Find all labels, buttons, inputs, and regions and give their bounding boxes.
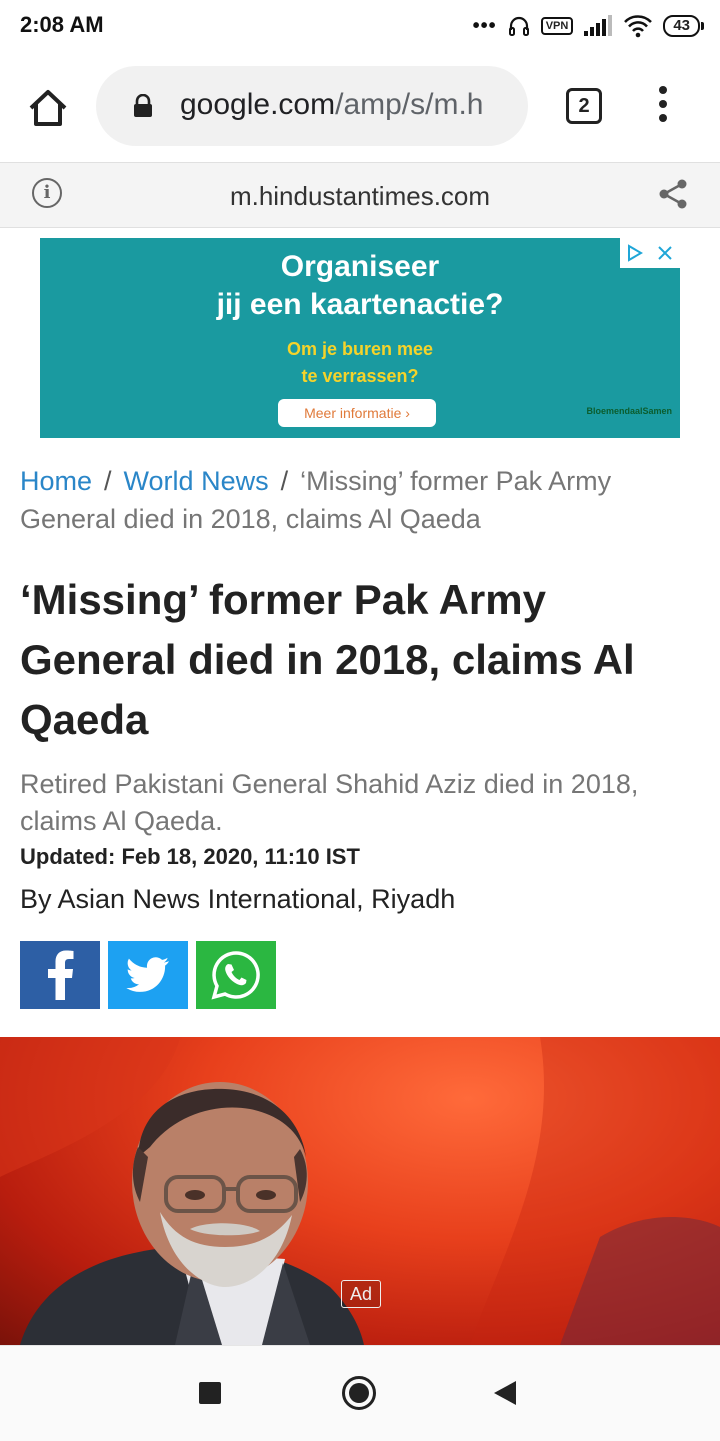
status-time: 2:08 AM <box>20 12 104 37</box>
share-icon[interactable] <box>656 177 690 211</box>
breadcrumb-separator: / <box>104 466 112 496</box>
navigation-bar <box>0 1345 720 1441</box>
info-icon[interactable]: i <box>32 178 62 208</box>
ad-sub-line2: te verrassen? <box>301 366 419 386</box>
ad-brand-logo: BloemendaalSamen <box>586 406 672 416</box>
more-notifications-icon: ••• <box>472 14 497 37</box>
ad-sub-line1: Om je buren mee <box>286 339 434 359</box>
facebook-icon <box>45 950 75 1000</box>
recent-apps-icon[interactable] <box>199 1382 221 1404</box>
amp-domain[interactable]: m.hindustantimes.com <box>229 181 491 211</box>
home-icon[interactable] <box>26 86 70 130</box>
wifi-icon <box>623 14 653 38</box>
amp-url-bar <box>0 162 720 228</box>
whatsapp-icon <box>209 948 263 1002</box>
ad-headline-line1: Organiseer <box>280 250 440 283</box>
browser-toolbar <box>0 52 720 160</box>
tab-switcher-button[interactable]: 2 <box>566 88 602 124</box>
whatsapp-share-button[interactable] <box>196 941 276 1009</box>
twitter-icon <box>126 957 170 993</box>
home-circle-icon[interactable] <box>342 1376 376 1410</box>
status-icons <box>473 12 700 40</box>
vpn-icon: VPN <box>541 17 574 35</box>
ad-cta-button[interactable]: Meer informatie › <box>278 399 436 427</box>
address-bar[interactable] <box>96 66 528 146</box>
signal-icon <box>583 15 613 37</box>
ad-headline <box>40 248 680 324</box>
breadcrumb-section-link[interactable]: World News <box>123 466 269 496</box>
facebook-share-button[interactable] <box>20 941 100 1009</box>
share-buttons <box>20 941 276 1009</box>
breadcrumb-separator: / <box>280 466 289 496</box>
lock-icon <box>132 94 154 118</box>
article-updated-time: Updated: Feb 18, 2020, 11:10 IST <box>20 844 360 869</box>
status-bar <box>0 0 720 52</box>
url-domain: google.com <box>180 88 336 121</box>
breadcrumb-home-link[interactable]: Home <box>20 466 93 496</box>
battery-icon: 43 <box>663 15 700 37</box>
article-byline: By Asian News International, Riyadh <box>20 884 456 914</box>
article-summary: Retired Pakistani General Shahid Aziz died in 2018, claims Al Qaeda. <box>20 769 639 836</box>
overflow-menu-icon[interactable] <box>652 86 674 126</box>
headset-icon <box>507 14 531 38</box>
ad-label-badge[interactable]: Ad <box>341 1280 381 1308</box>
back-icon[interactable] <box>494 1381 516 1405</box>
twitter-share-button[interactable] <box>108 941 188 1009</box>
url-path: /amp/s/m.h <box>335 88 484 121</box>
advertisement-banner[interactable] <box>40 238 680 438</box>
article-headline: ‘Missing’ former Pak Army General died in 2018, claims Al Qaeda <box>20 576 635 743</box>
ad-headline-line2: jij een kaartenactie? <box>216 288 504 321</box>
ad-subtext <box>40 336 680 390</box>
breadcrumb <box>20 462 700 538</box>
breadcrumb-current: ‘Missing’ former Pak Army General died in 2018, claims Al Qaeda <box>20 466 612 534</box>
url-text[interactable] <box>180 88 520 122</box>
